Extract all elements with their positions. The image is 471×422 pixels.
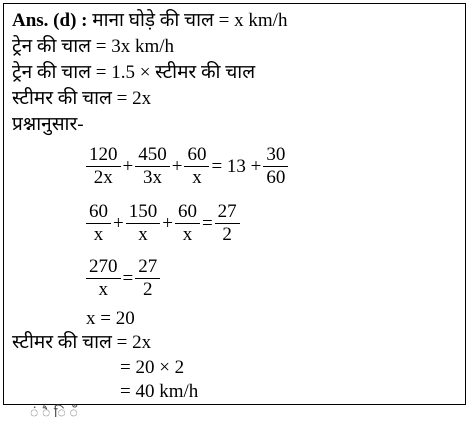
according-to-question: प्रश्नानुसार- bbox=[12, 114, 84, 135]
fraction: $\frac{27}{2}$ bbox=[215, 201, 240, 246]
fraction: $\frac{120}{2x}$ bbox=[86, 144, 121, 189]
train-speed-line: ट्रेन की चाल = 3x km/h bbox=[12, 36, 175, 57]
fraction: $\frac{27}{2}$ bbox=[135, 256, 160, 301]
answer-line-1 bbox=[12, 10, 287, 32]
equation-3: $\frac{270}{x}$ = $\frac{27}{2}$ bbox=[86, 256, 160, 301]
steamer-step-2: = 20 × 2 bbox=[120, 357, 185, 378]
equation-1: $\frac{120}{2x}$ + $\frac{450}{3x}$ + $\frac{60}{x}$ = 13 + $\frac{30}{60}$ bbox=[86, 144, 288, 189]
steamer-speed-label: स्टीमर की चाल bbox=[12, 332, 112, 353]
fraction: $\frac{60}{x}$ bbox=[184, 144, 209, 189]
fraction: $\frac{60}{x}$ bbox=[86, 201, 111, 246]
cutoff-next-line: ं ै ि ँ bbox=[30, 406, 78, 421]
answer-box bbox=[3, 3, 466, 405]
x-result: x = 20 bbox=[86, 308, 135, 329]
fraction: $\frac{270}{x}$ bbox=[86, 256, 121, 301]
fraction: $\frac{150}{x}$ bbox=[126, 201, 161, 246]
horse-speed-assumption: माना घोड़े की चाल = x km/h bbox=[92, 10, 288, 31]
steamer-speed-line: स्टीमर की चाल = 2x bbox=[12, 88, 152, 109]
fraction: $\frac{30}{60}$ bbox=[263, 144, 288, 189]
steamer-speed-value: = 2x bbox=[116, 332, 152, 353]
fraction: $\frac{450}{3x}$ bbox=[135, 144, 170, 189]
answer-label: Ans. (d) : bbox=[12, 10, 88, 31]
equation-2: $\frac{60}{x}$ + $\frac{150}{x}$ + $\frac{60}{x}$ = $\frac{27}{2}$ bbox=[86, 201, 240, 246]
fraction: $\frac{60}{x}$ bbox=[175, 201, 200, 246]
train-steamer-relation: ट्रेन की चाल = 1.5 × स्टीमर की चाल bbox=[12, 62, 256, 83]
steamer-speed-result bbox=[12, 332, 151, 354]
steamer-step-3: = 40 km/h bbox=[120, 381, 199, 402]
